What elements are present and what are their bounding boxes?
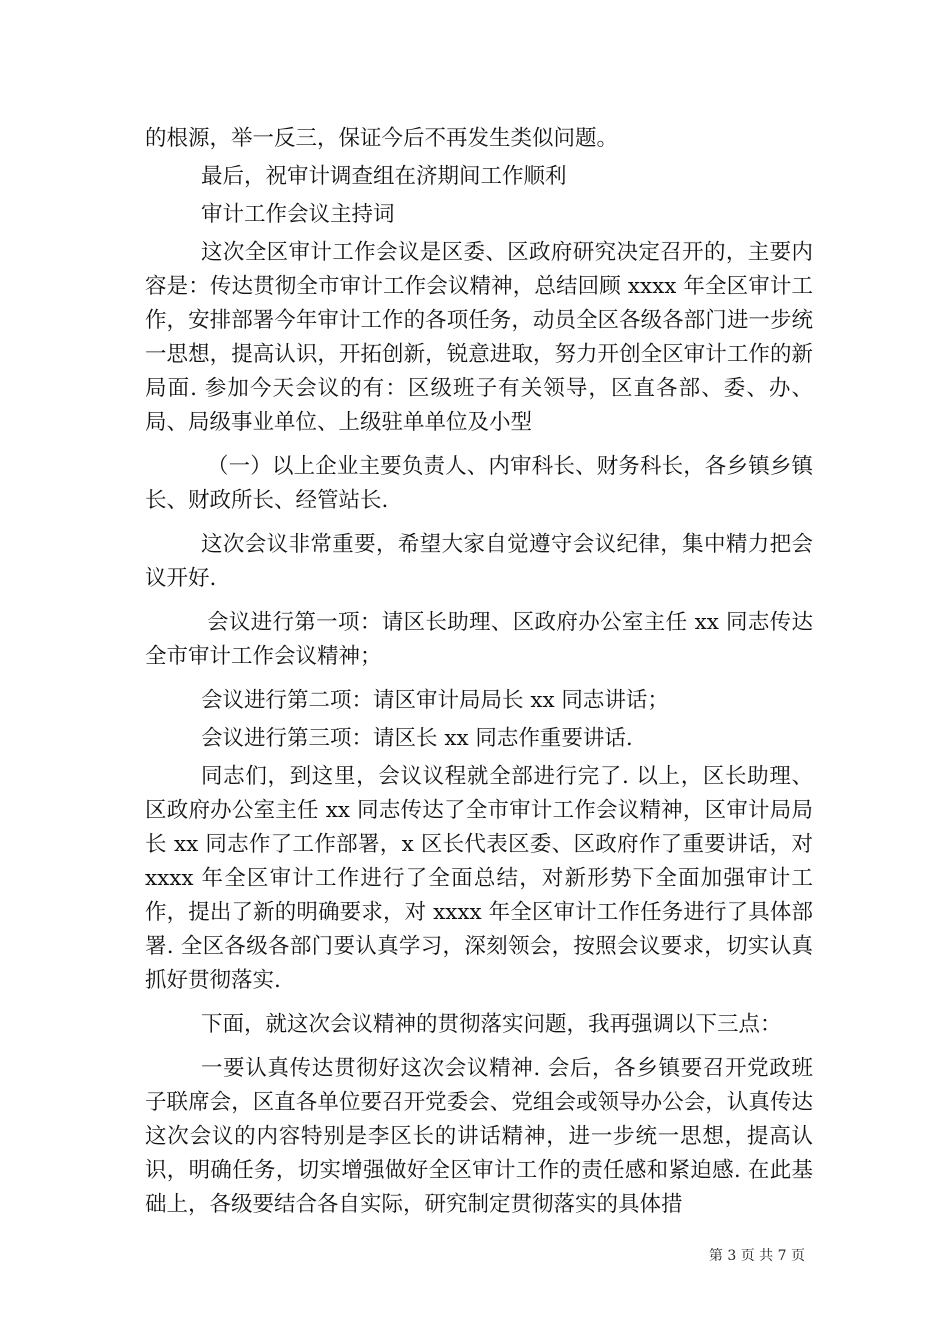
paragraph-6: 会议进行第一项：请区长助理、区政府办公室主任 xx 同志传达全市审计工作会议精神； — [145, 610, 813, 669]
paragraph-8: 会议进行第三项：请区长 xx 同志作重要讲话. — [201, 726, 633, 751]
paragraph-11: 一要认真传达贯彻好这次会议精神. 会后，各乡镇要召开党政班子联席会，区直各单位要召开党委会、党组会或领导办公会，认真传达这次会议的内容特别是李区长的讲话精神，进一步统一思想，提高认识，明确任务，切实增强做好全区审计工作的责任感和紧迫感. 在此基础上，各级要结合各自实际，研究制定贯彻落实的具体措 — [145, 1056, 813, 1217]
paragraph-7: 会议进行第二项：请区审计局局长 xx 同志讲话； — [201, 688, 669, 713]
page-number: 第 3 页 共 7 页 — [708, 1248, 805, 1264]
paragraph-9: 同志们，到这里，会议议程就全部进行完了. 以上，区长助理、区政府办公室主任 xx 同志传达了全市审计工作会议精神，区审计局局长 xx 同志作了工作部署，x 区长代表区委、区政府作了重要讲话，对 xxxx 年全区审计工作进行了全面总结，对新形势下全面加强审计工作，提出了新的明确要求，对 xxxx 年全区审计工作任务进行了具体部署. 全区各级各部门要认真学习，深刻领会，按照会议要求，切实认真抓好贯彻落实. — [145, 764, 813, 993]
document-body — [145, 122, 813, 1222]
paragraph-5: 这次会议非常重要，希望大家自觉遵守会议纪律，集中精力把会议开好. — [145, 532, 813, 591]
paragraph-10: 下面，就这次会议精神的贯彻落实问题，我再强调以下三点： — [201, 1012, 782, 1037]
paragraph-4: （一）以上企业主要负责人、内审科长、财务科长，各乡镇乡镇长、财政所长、经管站长. — [145, 454, 813, 513]
paragraph-2: 最后，祝审计调查组在济期间工作顺利 — [201, 164, 567, 189]
paragraph-3: 这次全区审计工作会议是区委、区政府研究决定召开的，主要内容是：传达贯彻全市审计工作会议精神，总结回顾 xxxx 年全区审计工作，安排部署今年审计工作的各项任务，动员全区各级各部门进一步统一思想，提高认识，开拓创新，锐意进取，努力开创全区审计工作的新局面. 参加今天会议的有：区级班子有关领导，区直各部、委、办、局、局级事业单位、上级驻单单位及小型 — [145, 240, 813, 435]
paragraph-1: 的根源，举一反三，保证今后不再发生类似问题。 — [145, 126, 619, 151]
section-title: 审计工作会议主持词 — [201, 202, 395, 227]
